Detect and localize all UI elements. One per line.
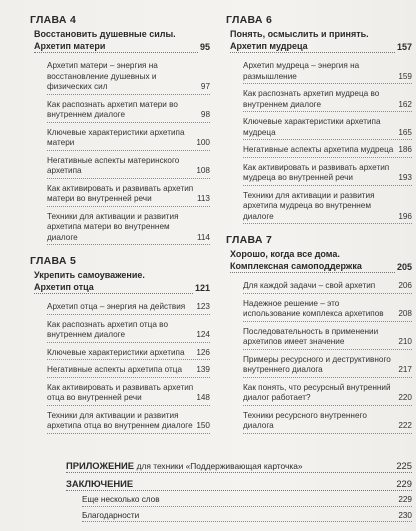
- toc-entry[interactable]: Негативные аспекты архетипа отца 139: [47, 365, 210, 378]
- page-number: 98: [200, 110, 210, 119]
- page-number: 148: [196, 393, 210, 402]
- toc-entry[interactable]: Как распознать архетип мудреца во внутреннем диалоге 162: [243, 89, 412, 112]
- chapter-6: [226, 14, 412, 224]
- page-number: 186: [398, 145, 412, 154]
- page-number: 95: [199, 41, 210, 52]
- chapter-label: ГЛАВА 7: [226, 234, 273, 246]
- chapter-title-line: Архетип матери 95: [34, 40, 210, 52]
- page-number: 113: [196, 194, 210, 203]
- toc-entry[interactable]: Ключевые характеристики архетипа 126: [47, 348, 210, 361]
- appendix-label: ПРИЛОЖЕНИЕ: [66, 460, 134, 471]
- chapter-title-line: Архетип отца 121: [34, 281, 210, 293]
- toc-entry[interactable]: Ключевые характеристики архетипа мудреца 165: [243, 117, 412, 140]
- appendix-subtitle: для техники «Поддерживающая карточка»: [136, 461, 303, 471]
- page-number: 206: [398, 281, 412, 290]
- page-number: 100: [196, 138, 210, 147]
- chapter-label: ГЛАВА 6: [226, 14, 273, 26]
- toc-entry[interactable]: Техники для активации и развития архетипа мудреца во внутреннем диалоге 196: [243, 191, 412, 225]
- page-number: 230: [398, 510, 412, 520]
- toc-entry[interactable]: Последовательность в применении архетипов имеет значение 210: [243, 327, 412, 350]
- page-number: 222: [398, 421, 412, 430]
- toc-entry[interactable]: Архетип отца – энергия на действия 123: [47, 302, 210, 315]
- toc-entry[interactable]: Для каждой задачи – свой архетип 206: [243, 281, 412, 294]
- page-number: 196: [398, 211, 412, 221]
- page-number: 165: [398, 127, 412, 137]
- toc-right-column: [222, 14, 412, 434]
- toc-entry[interactable]: Как распознать архетип отца во внутреннем диалоге 124: [47, 320, 210, 343]
- chapter-5: [30, 255, 210, 434]
- page-number: 97: [200, 82, 210, 91]
- toc-entry[interactable]: Как распознать архетип матери во внутреннем диалоге 98: [47, 100, 210, 123]
- page-number: 217: [398, 365, 412, 374]
- toc-entry[interactable]: Еще несколько слов 229: [82, 495, 412, 507]
- toc-entry[interactable]: Ключевые характеристики архетипа матери 100: [47, 128, 210, 151]
- page-number: 157: [396, 41, 412, 52]
- toc-left-column: [26, 14, 210, 434]
- chapter-title-line: Архетип мудреца 157: [230, 40, 412, 52]
- page-number: 225: [396, 460, 412, 471]
- page-number: 126: [196, 347, 210, 357]
- chapter-title-line: Понять, осмыслить и принять.: [230, 29, 369, 39]
- page-number: 208: [398, 309, 412, 318]
- page-number: 124: [196, 330, 210, 339]
- toc-appendix: [26, 460, 412, 522]
- toc-entry[interactable]: Как активировать и развивать архетип мудреца во внутренней речи 193: [243, 163, 412, 186]
- page-number: 123: [196, 302, 210, 311]
- toc-entry[interactable]: Архетип мудреца – энергия на размышление 159: [243, 61, 412, 84]
- appendix-entry[interactable]: [66, 460, 412, 473]
- page-number: 139: [196, 365, 210, 374]
- page-number: 150: [196, 421, 210, 430]
- toc-entry[interactable]: Благодарности 230: [82, 511, 412, 523]
- page-number: 121: [194, 282, 210, 293]
- page-number: 229: [398, 495, 412, 504]
- toc-entry[interactable]: Негативные аспекты материнского архетипа 108: [47, 156, 210, 179]
- page-number: 193: [398, 173, 412, 182]
- chapter-title-line: Хорошо, когда все дома.: [230, 249, 340, 259]
- page-number: 229: [396, 478, 412, 489]
- chapter-title-line: Укрепить самоуважение.: [34, 270, 145, 280]
- chapter-4: [30, 14, 210, 245]
- chapter-title-line: Комплексная самоподдержка 205: [230, 260, 412, 272]
- toc-entry[interactable]: Как активировать и развивать архетип отца во внутренней речи 148: [47, 383, 210, 406]
- toc-entry[interactable]: Как активировать и развивать архетип матери во внутренней речи 113: [47, 184, 210, 207]
- toc-entry[interactable]: Негативные аспекты архетипа мудреца 186: [243, 145, 412, 158]
- chapter-7: [226, 234, 412, 434]
- page-number: 159: [398, 71, 412, 81]
- toc-entry[interactable]: Примеры ресурсного и деструктивного внутреннего диалога 217: [243, 355, 412, 378]
- toc-entry[interactable]: Как понять, что ресурсный внутренний диалог работает? 220: [243, 383, 412, 406]
- toc-entry[interactable]: Архетип матери – энергия на восстановление душевных и физических сил 97: [47, 61, 210, 95]
- page-number: 108: [196, 166, 210, 175]
- chapter-title-line: Восстановить душевные силы.: [34, 29, 176, 39]
- conclusion-entry[interactable]: [66, 478, 412, 491]
- toc-entry[interactable]: Техники для активации и развития архетипа матери во внутреннем диалоге 114: [47, 212, 210, 246]
- toc-entry[interactable]: Техники ресурсного внутреннего диалога 222: [243, 411, 412, 434]
- page-number: 220: [398, 393, 412, 402]
- toc-entry[interactable]: Техники для активации и развития архетипа отца во внутреннем диалоге 150: [47, 411, 210, 434]
- conclusion-label: ЗАКЛЮЧЕНИЕ: [66, 478, 134, 489]
- chapter-label: ГЛАВА 4: [30, 14, 77, 26]
- page-number: 205: [396, 261, 412, 272]
- page-number: 114: [196, 232, 210, 242]
- page-number: 210: [398, 337, 412, 346]
- page-number: 162: [398, 99, 412, 109]
- chapter-label: ГЛАВА 5: [30, 255, 77, 267]
- toc-entry[interactable]: Надежное решение – это использование комплекса архетипов 208: [243, 299, 412, 322]
